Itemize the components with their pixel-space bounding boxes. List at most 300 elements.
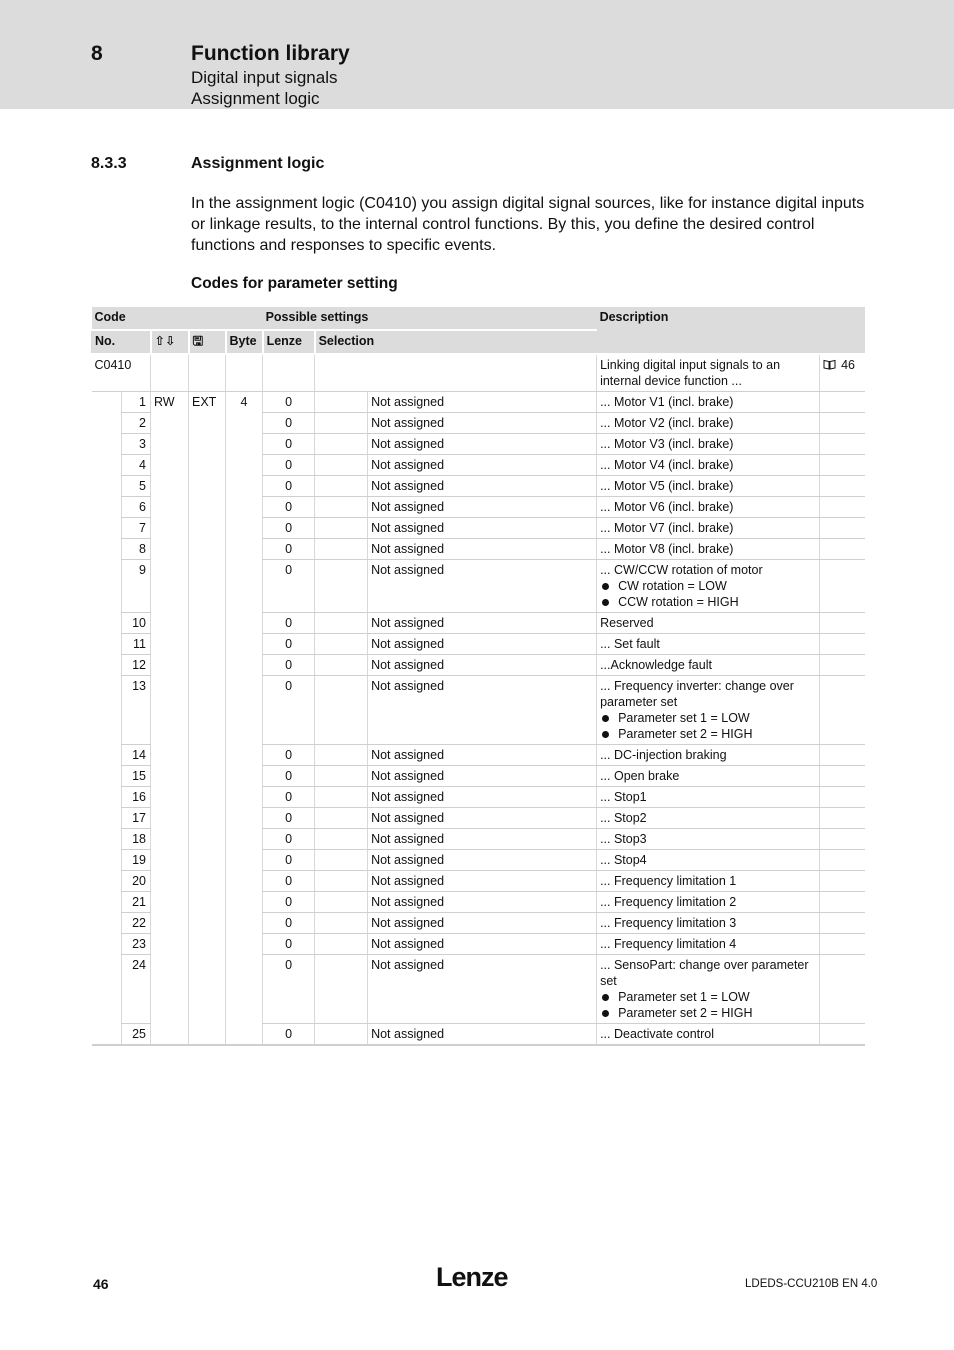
byte-cell [226, 476, 263, 497]
table-row [92, 766, 865, 787]
selection-spacer [315, 745, 368, 766]
description-text: ... Stop2 [600, 811, 647, 825]
bullet-item: Parameter set 1 = LOW [600, 710, 816, 726]
ref-spacer [820, 913, 865, 934]
row-description [597, 560, 820, 613]
save-cell [189, 539, 226, 560]
section-number: 8.3.3 [91, 155, 127, 172]
indent-cell [92, 850, 122, 871]
row-number: 16 [122, 787, 151, 808]
access-cell [151, 497, 189, 518]
access-cell [151, 413, 189, 434]
description-text: ... Frequency limitation 3 [600, 916, 737, 930]
footer-doc-id: LDEDS-CCU210B EN 4.0 [745, 1278, 878, 1290]
row-number: 4 [122, 455, 151, 476]
selection-spacer [315, 934, 368, 955]
byte-cell [226, 955, 263, 1024]
description-text: ... Motor V6 (incl. brake) [600, 500, 734, 514]
row-number: 20 [122, 871, 151, 892]
selection-value: Not assigned [368, 745, 597, 766]
selection-value: Not assigned [368, 808, 597, 829]
description-text: ... Deactivate control [600, 1027, 715, 1041]
indent-cell [92, 560, 122, 613]
row-description [597, 497, 820, 518]
row-description [597, 850, 820, 871]
description-text: ... SensoPart: change over parameter set [600, 958, 809, 988]
row-description [597, 1024, 820, 1046]
lenze-default: 0 [263, 1024, 315, 1046]
row-description [597, 455, 820, 476]
access-cell [151, 871, 189, 892]
page-reference-number: 46 [841, 358, 855, 372]
access-cell [151, 850, 189, 871]
selection-value: Not assigned [368, 913, 597, 934]
indent-cell [92, 634, 122, 655]
row-number: 7 [122, 518, 151, 539]
save-cell [189, 955, 226, 1024]
selection-spacer [315, 455, 368, 476]
selection-value: Not assigned [368, 634, 597, 655]
header-byte: Byte [226, 330, 263, 354]
indent-cell [92, 434, 122, 455]
header-code: Code [92, 307, 263, 330]
description-text: ... CW/CCW rotation of motor [600, 563, 763, 577]
selection-value: Not assigned [368, 655, 597, 676]
byte-cell [226, 871, 263, 892]
save-cell [189, 913, 226, 934]
indent-cell [92, 808, 122, 829]
bullet-item: CCW rotation = HIGH [600, 594, 816, 610]
selection-spacer [315, 787, 368, 808]
header-access [151, 330, 189, 354]
table-row [92, 934, 865, 955]
header-subtitle-1: Digital input signals [191, 68, 338, 87]
selection-value: Not assigned [368, 455, 597, 476]
access-cell [151, 766, 189, 787]
lenze-default: 0 [263, 518, 315, 539]
save-cell [189, 766, 226, 787]
table-row [92, 476, 865, 497]
ref-spacer [820, 613, 865, 634]
lenze-default: 0 [263, 829, 315, 850]
indent-cell [92, 655, 122, 676]
selection-spacer [315, 518, 368, 539]
bullet-item: Parameter set 1 = LOW [600, 989, 816, 1005]
selection-spacer [315, 413, 368, 434]
access-cell [151, 934, 189, 955]
table-row [92, 808, 865, 829]
code-cell: C0410 [92, 354, 151, 392]
lenze-default: 0 [263, 392, 315, 413]
ref-spacer [820, 934, 865, 955]
up-down-arrows-icon: ⇧⇩ [154, 334, 176, 348]
access-cell [151, 676, 189, 745]
row-number: 25 [122, 1024, 151, 1046]
description-text: ... Motor V7 (incl. brake) [600, 521, 734, 535]
byte-cell: 4 [226, 392, 263, 413]
ref-spacer [820, 955, 865, 1024]
access-cell [151, 745, 189, 766]
access-cell [151, 829, 189, 850]
selection-value: Not assigned [368, 829, 597, 850]
byte-cell [226, 413, 263, 434]
table-row [92, 539, 865, 560]
selection-spacer [315, 476, 368, 497]
byte-cell [226, 766, 263, 787]
lenze-default: 0 [263, 613, 315, 634]
lenze-default: 0 [263, 434, 315, 455]
ref-spacer [820, 634, 865, 655]
selection-value: Not assigned [368, 392, 597, 413]
access-cell [151, 476, 189, 497]
table-row [92, 413, 865, 434]
save-cell [189, 455, 226, 476]
lenze-default: 0 [263, 766, 315, 787]
row-number: 9 [122, 560, 151, 613]
ref-spacer [820, 655, 865, 676]
save-cell [189, 413, 226, 434]
lenze-default: 0 [263, 455, 315, 476]
table-row [92, 560, 865, 613]
save-cell [189, 871, 226, 892]
description-text: ... Open brake [600, 769, 680, 783]
table-row [92, 497, 865, 518]
table-row [92, 1024, 865, 1046]
selection-spacer [315, 539, 368, 560]
lenze-default: 0 [263, 955, 315, 1024]
row-description [597, 787, 820, 808]
row-number: 10 [122, 613, 151, 634]
table-row [92, 613, 865, 634]
byte-cell [226, 745, 263, 766]
byte-cell [226, 497, 263, 518]
description-bullets [600, 578, 816, 610]
selection-spacer [315, 634, 368, 655]
description-text: ... Motor V1 (incl. brake) [600, 395, 734, 409]
table-row [92, 518, 865, 539]
selection-spacer [315, 808, 368, 829]
indent-cell [92, 455, 122, 476]
header-subtitle-2: Assignment logic [191, 89, 320, 108]
access-cell [151, 613, 189, 634]
row-number: 12 [122, 655, 151, 676]
selection-spacer [315, 850, 368, 871]
codes-heading: Codes for parameter setting [191, 275, 398, 292]
indent-cell [92, 892, 122, 913]
description-text: ... Frequency limitation 1 [600, 874, 737, 888]
ref-spacer [820, 413, 865, 434]
row-description [597, 955, 820, 1024]
selection-value: Not assigned [368, 476, 597, 497]
ref-spacer [820, 787, 865, 808]
lenze-logo: Lenze [436, 1262, 508, 1292]
row-number: 14 [122, 745, 151, 766]
row-number: 3 [122, 434, 151, 455]
lenze-default: 0 [263, 850, 315, 871]
selection-value: Not assigned [368, 892, 597, 913]
lenze-default: 0 [263, 560, 315, 613]
row-description [597, 434, 820, 455]
row-number: 5 [122, 476, 151, 497]
row-number: 22 [122, 913, 151, 934]
table-row [92, 455, 865, 476]
lenze-default: 0 [263, 787, 315, 808]
chapter-title: Function library [191, 42, 350, 65]
table-row [92, 892, 865, 913]
lenze-default: 0 [263, 676, 315, 745]
row-number: 6 [122, 497, 151, 518]
parameter-table [91, 307, 865, 1046]
save-cell [189, 613, 226, 634]
ref-spacer [820, 476, 865, 497]
byte-cell [226, 808, 263, 829]
description-text: ... Stop1 [600, 790, 647, 804]
table-row [92, 955, 865, 1024]
selection-value: Not assigned [368, 676, 597, 745]
selection-value: Not assigned [368, 539, 597, 560]
access-cell [151, 655, 189, 676]
selection-value: Not assigned [368, 413, 597, 434]
description-text: ... Frequency limitation 4 [600, 937, 737, 951]
ref-spacer [820, 560, 865, 613]
row-description [597, 392, 820, 413]
ref-spacer [820, 434, 865, 455]
description-text: ... Motor V4 (incl. brake) [600, 458, 734, 472]
lenze-default: 0 [263, 745, 315, 766]
row-number: 19 [122, 850, 151, 871]
byte-cell [226, 518, 263, 539]
selection-value: Not assigned [368, 1024, 597, 1046]
access-cell [151, 955, 189, 1024]
save-disk-icon: 🖫 [192, 334, 204, 348]
header-description: Description [597, 307, 865, 354]
header-possible-settings: Possible settings [263, 307, 597, 330]
indent-cell [92, 518, 122, 539]
ref-spacer [820, 850, 865, 871]
save-cell [189, 787, 226, 808]
ref-spacer [820, 455, 865, 476]
lenze-default: 0 [263, 913, 315, 934]
selection-value: Not assigned [368, 934, 597, 955]
row-description [597, 871, 820, 892]
lenze-default: 0 [263, 497, 315, 518]
row-number: 17 [122, 808, 151, 829]
description-text: Reserved [600, 616, 654, 630]
byte-cell [226, 455, 263, 476]
selection-value: Not assigned [368, 434, 597, 455]
description-text: ...Acknowledge fault [600, 658, 712, 672]
access-cell [151, 808, 189, 829]
indent-cell [92, 476, 122, 497]
access-cell [151, 913, 189, 934]
row-description [597, 634, 820, 655]
table-row-code [92, 354, 865, 392]
table-row [92, 634, 865, 655]
row-number: 24 [122, 955, 151, 1024]
byte-cell [226, 850, 263, 871]
row-number: 21 [122, 892, 151, 913]
description-bullets [600, 989, 816, 1021]
save-cell [189, 560, 226, 613]
description-text: ... Frequency inverter: change over parameter set [600, 679, 794, 709]
selection-spacer [315, 676, 368, 745]
row-number: 18 [122, 829, 151, 850]
byte-cell [226, 613, 263, 634]
bullet-item: CW rotation = LOW [600, 578, 816, 594]
table-row [92, 745, 865, 766]
intro-paragraph: In the assignment logic (C0410) you assign digital signal sources, like for instance digital inputs or linkage results, to the internal control functions. By this, you define the desired control functions and responses to specific events. [191, 195, 865, 254]
lenze-default: 0 [263, 934, 315, 955]
ref-spacer [820, 497, 865, 518]
row-number: 8 [122, 539, 151, 560]
selection-spacer [315, 1024, 368, 1046]
row-description [597, 766, 820, 787]
access-cell [151, 434, 189, 455]
byte-cell [226, 560, 263, 613]
description-text: ... Stop4 [600, 853, 647, 867]
access-cell: RW [151, 392, 189, 413]
description-text: ... Frequency limitation 2 [600, 895, 737, 909]
row-number: 13 [122, 676, 151, 745]
indent-cell [92, 913, 122, 934]
selection-spacer [315, 560, 368, 613]
lenze-default: 0 [263, 655, 315, 676]
selection-value: Not assigned [368, 787, 597, 808]
save-cell [189, 808, 226, 829]
bullet-item: Parameter set 2 = HIGH [600, 1005, 816, 1021]
indent-cell [92, 745, 122, 766]
header-band [0, 0, 954, 109]
footer-page-number: 46 [93, 1276, 109, 1292]
row-number: 2 [122, 413, 151, 434]
selection-value: Not assigned [368, 871, 597, 892]
selection-value: Not assigned [368, 766, 597, 787]
chapter-number: 8 [91, 42, 103, 65]
byte-cell [226, 829, 263, 850]
save-cell [189, 676, 226, 745]
lenze-default: 0 [263, 539, 315, 560]
description-text: ... Stop3 [600, 832, 647, 846]
selection-value: Not assigned [368, 850, 597, 871]
table-row [92, 829, 865, 850]
table-row [92, 913, 865, 934]
row-number: 1 [122, 392, 151, 413]
byte-cell [226, 934, 263, 955]
description-text: ... DC-injection braking [600, 748, 727, 762]
indent-cell [92, 613, 122, 634]
table-row [92, 676, 865, 745]
byte-cell [226, 434, 263, 455]
indent-cell [92, 676, 122, 745]
table-row [92, 787, 865, 808]
indent-cell [92, 413, 122, 434]
save-cell [189, 434, 226, 455]
byte-cell [226, 676, 263, 745]
row-number: 15 [122, 766, 151, 787]
description-text: ... Motor V5 (incl. brake) [600, 479, 734, 493]
byte-cell [226, 913, 263, 934]
selection-spacer [315, 871, 368, 892]
description-text: ... Motor V8 (incl. brake) [600, 542, 734, 556]
byte-cell [226, 655, 263, 676]
row-description [597, 413, 820, 434]
header-no: No. [92, 330, 151, 354]
book-icon [823, 359, 836, 370]
selection-spacer [315, 913, 368, 934]
selection-spacer [315, 766, 368, 787]
save-cell: EXT [189, 392, 226, 413]
row-description [597, 808, 820, 829]
ref-spacer [820, 539, 865, 560]
selection-spacer [315, 955, 368, 1024]
ref-spacer [820, 518, 865, 539]
ref-spacer [820, 745, 865, 766]
access-cell [151, 560, 189, 613]
indent-cell [92, 539, 122, 560]
lenze-default: 0 [263, 808, 315, 829]
description-bullets [600, 710, 816, 742]
access-cell [151, 518, 189, 539]
selection-spacer [315, 655, 368, 676]
indent-cell [92, 392, 122, 413]
save-cell [189, 934, 226, 955]
row-description [597, 829, 820, 850]
lenze-default: 0 [263, 634, 315, 655]
row-description [597, 913, 820, 934]
indent-cell [92, 934, 122, 955]
save-cell [189, 745, 226, 766]
table-row [92, 392, 865, 413]
ref-spacer [820, 892, 865, 913]
selection-value: Not assigned [368, 613, 597, 634]
row-number: 11 [122, 634, 151, 655]
row-description [597, 745, 820, 766]
selection-value: Not assigned [368, 560, 597, 613]
save-cell [189, 655, 226, 676]
selection-value: Not assigned [368, 955, 597, 1024]
row-description [597, 655, 820, 676]
save-cell [189, 497, 226, 518]
row-description [597, 613, 820, 634]
indent-cell [92, 871, 122, 892]
section-title: Assignment logic [191, 155, 325, 172]
save-cell [189, 850, 226, 871]
byte-cell [226, 634, 263, 655]
access-cell [151, 787, 189, 808]
ref-spacer [820, 808, 865, 829]
save-cell [189, 1024, 226, 1046]
description-text: ... Motor V2 (incl. brake) [600, 416, 734, 430]
page-reference [820, 354, 865, 392]
description-text: ... Motor V3 (incl. brake) [600, 437, 734, 451]
row-description [597, 892, 820, 913]
ref-spacer [820, 871, 865, 892]
selection-spacer [315, 434, 368, 455]
table-row [92, 850, 865, 871]
selection-spacer [315, 829, 368, 850]
ref-spacer [820, 829, 865, 850]
byte-cell [226, 892, 263, 913]
indent-cell [92, 497, 122, 518]
description-text: ... Set fault [600, 637, 660, 651]
access-cell [151, 1024, 189, 1046]
indent-cell [92, 1024, 122, 1046]
access-cell [151, 455, 189, 476]
row-description [597, 539, 820, 560]
table-row [92, 434, 865, 455]
indent-cell [92, 955, 122, 1024]
header-selection: Selection [315, 330, 597, 354]
